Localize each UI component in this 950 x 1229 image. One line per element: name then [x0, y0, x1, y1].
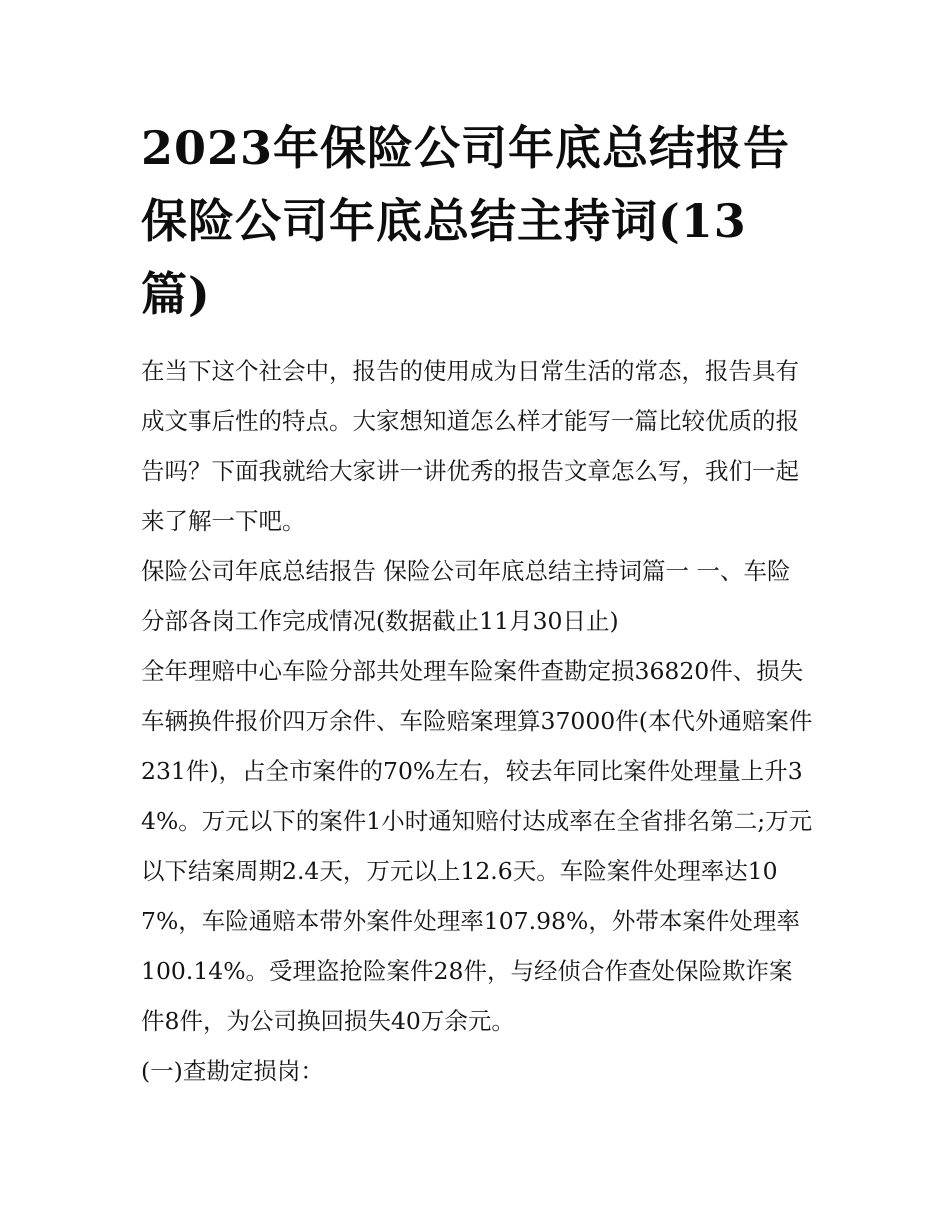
document-title: 2023年保险公司年底总结报告 保险公司年底总结主持词(13篇)	[141, 121, 791, 321]
document-body	[141, 112, 813, 1096]
subsection-heading: (一)查勘定损岗：	[141, 1057, 324, 1085]
intro-paragraph: 在当下这个社会中，报告的使用成为日常生活的常态，报告具有成文事后性的特点。大家想知道怎么样才能写一篇比较优质的报告吗？下面我就给大家讲一讲优秀的报告文章怎么写，我们一起来了解一下吧。	[141, 357, 799, 535]
statistics-paragraph: 全年理赔中心车险分部共处理车险案件查勘定损36820件、损失车辆换件报价四万余件、车险赔案理算37000件(本代外通赔案件231件)，占全市案件的70%左右，较去年同比案件处理量上升34%。万元以下的案件1小时通知赔付达成率在全省排名第二;万元以下结案周期2.4天，万元以上12.6天。车险案件处理率达107%，车险通赔本带外案件处理率107.98%，外带本案件处理率100.14%。受理盗抢险案件28件，与经侦合作查处保险欺诈案件8件，为公司换回损失40万余元。	[141, 657, 813, 1035]
section-heading-paragraph: 保险公司年底总结报告 保险公司年底总结主持词篇一 一、车险分部各岗工作完成情况(数据截止11月30日止)	[141, 557, 791, 635]
